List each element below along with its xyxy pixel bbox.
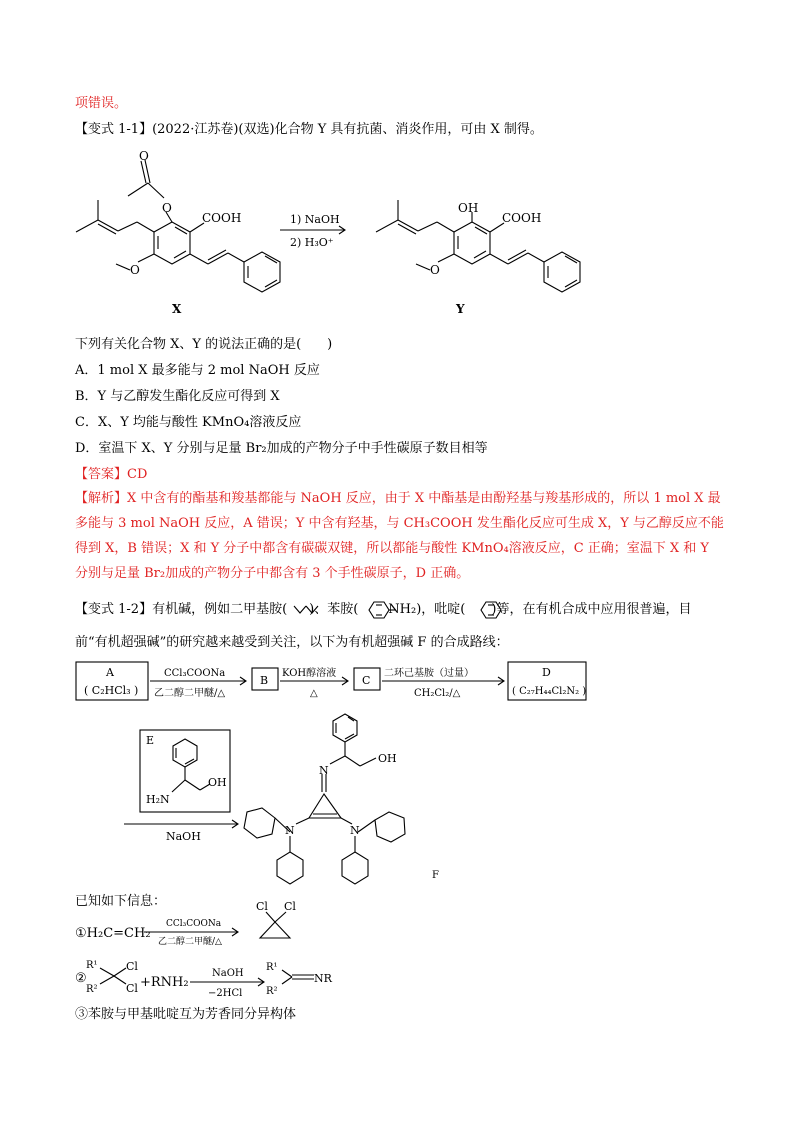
- arrow4-reagent: NaOH: [166, 830, 201, 843]
- intro-part-2: )、苯胺(: [309, 602, 359, 617]
- f-oh: OH: [378, 752, 397, 765]
- label-y: Y: [456, 302, 465, 316]
- question-stem: 下列有关化合物 X、Y 的说法正确的是( ): [75, 337, 333, 352]
- compound-f-structure: [244, 714, 405, 884]
- dichlorocyclopropane-ring: [260, 922, 290, 938]
- info2-amine: +RNH₂: [140, 975, 189, 990]
- arrow2-condition: △: [310, 688, 318, 699]
- box-a-formula: ( C₂HCl₃ ): [84, 684, 139, 697]
- info2-r2: R²: [86, 984, 98, 995]
- box-d-formula: ( C₂₇H₄₄Cl₂N₂ ): [512, 686, 587, 697]
- info2-nr: NR: [314, 972, 332, 985]
- box-a-label: A: [106, 666, 114, 679]
- option-b: B．Y 与乙醇发生酯化反应可得到 X: [75, 389, 280, 404]
- info1-reagent: CCl₃COONa: [166, 919, 222, 929]
- reagent-step-1: 1) NaOH: [290, 213, 340, 226]
- arrow3-reagent: 二环己基胺（过量）: [384, 668, 474, 679]
- aniline-icon: [369, 602, 396, 618]
- x-ester-o: O: [162, 201, 172, 215]
- f-imine-n: N: [319, 764, 329, 777]
- label-x: X: [172, 302, 182, 316]
- analysis-label: 【解析】: [75, 491, 128, 506]
- compound-x-structure: [76, 160, 280, 292]
- variant-1-2-intro-line2: 前“有机超强碱”的研究越来越受到关注，以下为有机超强碱 F 的合成路线：: [75, 635, 509, 650]
- label-f: F: [432, 870, 439, 881]
- info2-cl-bottom: Cl: [126, 982, 138, 995]
- compound-e-structure: [172, 739, 210, 792]
- info2-r2-product: R²: [266, 986, 278, 997]
- info2-number: ②: [75, 971, 87, 986]
- f-amine-n-left: N: [285, 824, 295, 837]
- e-oh: OH: [208, 776, 227, 789]
- arrow1-condition: 乙二醇二甲醚/△: [154, 688, 226, 699]
- x-carbonyl-o: O: [139, 149, 149, 163]
- info2-reagent: NaOH: [212, 968, 244, 979]
- known-info-3: ③苯胺与甲基吡啶互为芳香同分异构体: [75, 1007, 297, 1022]
- info2-condition: −2HCl: [208, 988, 243, 999]
- y-cooh: COOH: [502, 211, 542, 225]
- arrow1-reagent: CCl₃COONa: [164, 668, 226, 679]
- box-d-label: D: [542, 666, 551, 679]
- option-a: A．1 mol X 最多能与 2 mol NaOH 反应: [75, 363, 320, 378]
- box-c-label: C: [362, 674, 371, 687]
- info1-cl-left: Cl: [256, 900, 268, 913]
- e-nh2: H₂N: [146, 793, 170, 806]
- info2-r1: R¹: [86, 960, 98, 971]
- info2-r1-product: R¹: [266, 962, 278, 973]
- y-oh: OH: [458, 201, 479, 215]
- x-cooh: COOH: [202, 211, 242, 225]
- intro-part-3: )，吡啶(: [416, 602, 466, 617]
- known-info-heading: 已知如下信息：: [75, 894, 167, 909]
- f-amine-n-right: N: [350, 824, 360, 837]
- option-d: D．室温下 X、Y 分别与足量 Br₂加成的产物分子中手性碳原子数目相等: [75, 441, 488, 456]
- intro-part-4: )等，在有机合成中应用很普遍，目: [491, 602, 692, 617]
- option-c: C．X、Y 均能与酸性 KMnO₄溶液反应: [75, 415, 302, 430]
- previous-tail-text: 项错误。: [75, 96, 128, 111]
- answer-line: 【答案】CD: [75, 467, 148, 482]
- box-b-label: B: [260, 674, 269, 687]
- analysis-text: X 中含有的酯基和羧基都能与 NaOH 反应，由于 X 中酯基是由酚羟基与羧基形成的，所以 1 mol X 最多能与 3 mol NaOH 反应，A 错误；Y 中含有羟基，与 CH₃COOH 发生酯化反应可生成 X，Y 与乙醇反应不能得到 X，B 错误；X 和 Y 分子中都含有碳碳双键，所以都能与酸性 KMnO₄溶液反应，C 正确；室温下 X 和 Y 分别与足量 Br₂加成的产物分子中都含有 3 个手性碳原子，D 正确。: [75, 491, 724, 581]
- info1-ethylene: ①H₂C=CH₂: [75, 926, 151, 941]
- arrow3-condition: CH₂Cl₂/△: [414, 688, 461, 699]
- variant-1-1-title: 【变式 1-1】(2022·江苏卷)(双选)化合物 Y 具有抗菌、消炎作用，可由 X 制得。: [75, 122, 543, 137]
- arrow2-reagent: KOH醇溶液: [282, 668, 337, 679]
- x-methoxy-o: O: [130, 263, 140, 277]
- y-methoxy-o: O: [430, 263, 440, 277]
- reagent-step-2: 2) H₃O⁺: [290, 236, 334, 249]
- box-e-label: E: [146, 734, 155, 747]
- dimethylamine-icon: [294, 606, 318, 613]
- intro-part-1: 【变式 1-2】有机碱，例如二甲基胺(: [75, 602, 288, 617]
- pyridine-icon: [481, 602, 501, 618]
- intro-nh2: NH₂: [388, 602, 417, 617]
- info2-cl-top: Cl: [126, 960, 138, 973]
- info1-cl-right: Cl: [284, 900, 296, 913]
- info1-condition: 乙二醇二甲醚/△: [158, 937, 222, 947]
